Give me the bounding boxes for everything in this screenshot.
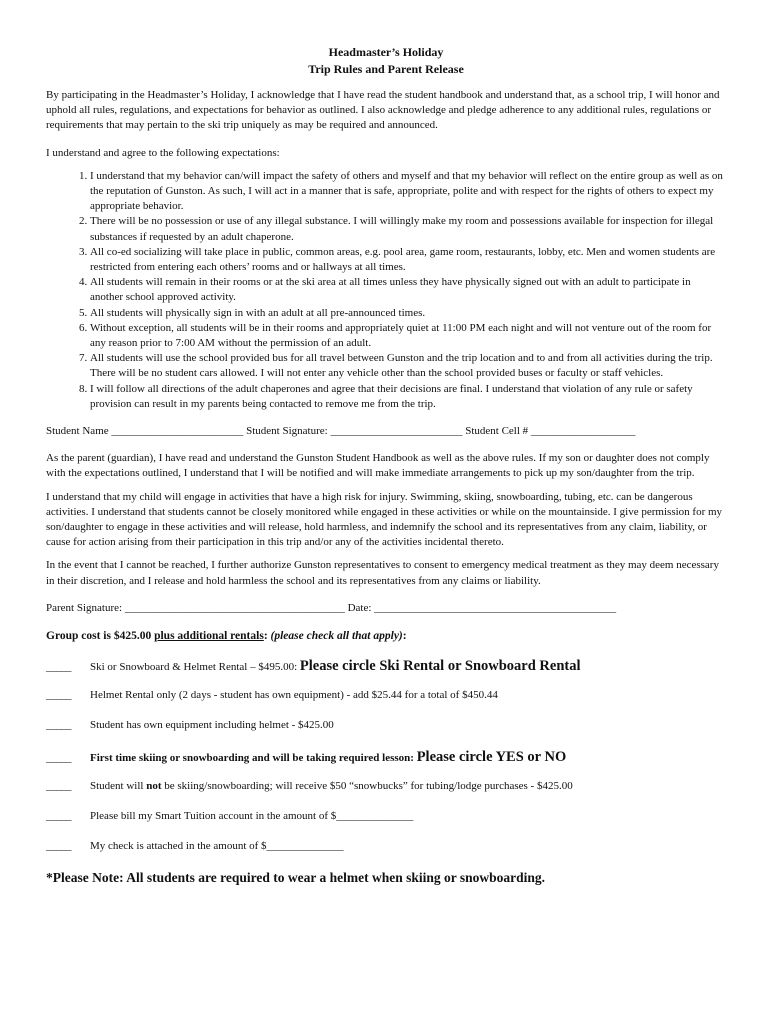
option-helmet-rental <box>46 689 726 705</box>
option-ski-snowboard-rental <box>46 658 726 675</box>
check-blank[interactable]: _____ <box>46 719 71 732</box>
check-blank[interactable]: _____ <box>46 810 71 823</box>
rule-item: 6. Without exception, all students will be in their rooms and appropriately quiet at 11:00 PM each night and will not venture out of the room for any reason prior to 7:00 AM without the permission of an adult. <box>90 321 726 351</box>
option-text-cont: be skiing/snowboarding; will receive $50 “snowbucks” for tubing/lodge purchases - $425.00 <box>161 780 573 793</box>
cost-colon: : <box>263 630 271 643</box>
option-text: Student will <box>90 780 147 793</box>
group-cost-heading <box>46 630 726 642</box>
option-circle-instruction: Please circle YES or NO <box>416 749 567 766</box>
option-emphasis: not <box>146 780 162 793</box>
check-blank[interactable]: _____ <box>46 780 71 793</box>
option-not-skiing <box>46 780 726 796</box>
option-text: My check is attached in the amount of $______________ <box>90 840 344 853</box>
cost-prefix: Group cost is $425.00 <box>46 630 155 643</box>
rule-item: 3. All co-ed socializing will take place in public, common areas, e.g. pool area, game room, restaurants, lobby, etc. Men and women students are restricted from entering each others’ rooms and or hallways at all times. <box>90 245 726 275</box>
rule-item: 7. All students will use the school provided bus for all travel between Gunston and the trip location and to and from all activities during the trip. There will be no student cars allowed. I will not enter any vehicle other than the school provided buses or faculty or staff vehicles. <box>90 351 726 381</box>
option-text: Please bill my Smart Tuition account in the amount of $______________ <box>90 810 414 823</box>
rule-item: 8. I will follow all directions of the adult chaperones and agree that their decisions are final. I understand that violation of any rule or safety provision can result in my parents being contacted to remove me from the trip. <box>90 382 726 412</box>
student-signature-line[interactable]: Student Name ________________________ Student Signature: ________________________ Student Cell # ___________________ <box>46 425 636 438</box>
option-first-time-lesson <box>46 749 726 766</box>
cost-suffix: : <box>402 630 407 643</box>
option-smart-tuition <box>46 810 726 826</box>
document-title <box>46 44 726 78</box>
title-line-1: Headmaster’s Holiday <box>328 45 444 59</box>
agree-intro: I understand and agree to the following expectations: <box>46 146 280 159</box>
rule-item: 1. I understand that my behavior can/will impact the safety of others and myself and that my behavior will reflect on the entire group as well as on the reputation of Gunston. As such, I will act in a manner that is safe, appropriate, polite and with respect for the rights of others to expect my appropriate behavior. <box>90 169 726 215</box>
check-blank[interactable]: _____ <box>46 752 71 765</box>
document-page <box>46 44 726 886</box>
parent-paragraph-1: As the parent (guardian), I have read and understand the Gunston Student Handbook as well as the above rules. If my son or daughter does not comply with the expectations outlined, I understand that I will be notified and will make immediate arrangements to pick up my son/daughter from the trip. <box>46 452 710 480</box>
cost-underlined: plus additional rentals <box>154 630 264 643</box>
cost-italic: (please check all that apply) <box>270 630 403 643</box>
helmet-note: *Please Note: All students are required to wear a helmet when skiing or snowboarding. <box>46 870 546 886</box>
intro-paragraph: By participating in the Headmaster’s Holiday, I acknowledge that I have read the student handbook and understand that, as a school trip, I will honor and uphold all rules, regulations, and expectations for behavior as outlined. I also acknowledge and pledge adherence to any additional rules, regulations or requirements that may pertain to the ski trip uniquely as may be required and announced. <box>46 89 720 132</box>
parent-paragraph-2: I understand that my child will engage in activities that have a high risk for injury. Swimming, skiing, snowboarding, tubing, etc. can be dangerous activities. I understand that students cannot be closely monitored while engaged in these activities or while on the mountainside. I give permission for my son/daughter to engage in these activities and will release, hold harmless, and indemnify the school and its representatives from any claim, liability, or cause for action arising from their participation in this trip and/or any of the activities incidental thereto. <box>46 490 723 549</box>
option-circle-instruction: Please circle Ski Rental or Snowboard Rental <box>299 658 581 675</box>
check-blank[interactable]: _____ <box>46 689 71 702</box>
check-blank[interactable]: _____ <box>46 661 71 674</box>
option-text: Student has own equipment including helmet - $425.00 <box>90 719 334 732</box>
rules-list <box>46 169 726 412</box>
rule-item: 2. There will be no possession or use of any illegal substance. I will willingly make my room and possessions available for inspection for illegal substances if requested by an adult chaperone. <box>90 214 726 244</box>
check-blank[interactable]: _____ <box>46 840 71 853</box>
option-text: First time skiing or snowboarding and will be taking required lesson: <box>90 752 417 765</box>
parent-paragraph-3: In the event that I cannot be reached, I further authorize Gunston representatives to consent to emergency medical treatment as they may deem necessary in their discretion, and I release and hold harmless the school and its representatives from any claims or liability. <box>46 559 719 587</box>
parent-signature-line[interactable]: Parent Signature: ________________________________________ Date: ____________________________________________ <box>46 601 617 614</box>
rule-item: 5. All students will physically sign in with an adult at all pre-announced times. <box>90 306 726 321</box>
option-text: Ski or Snowboard & Helmet Rental – $495.00: <box>90 661 300 674</box>
rule-item: 4. All students will remain in their rooms or at the ski area at all times unless they have physically signed out with an adult to participate in another school approved activity. <box>90 275 726 305</box>
option-check-attached <box>46 840 726 856</box>
option-own-equipment <box>46 719 726 735</box>
title-line-2: Trip Rules and Parent Release <box>308 62 464 76</box>
option-text: Helmet Rental only (2 days - student has own equipment) - add $25.44 for a total of $450.44 <box>90 689 498 702</box>
